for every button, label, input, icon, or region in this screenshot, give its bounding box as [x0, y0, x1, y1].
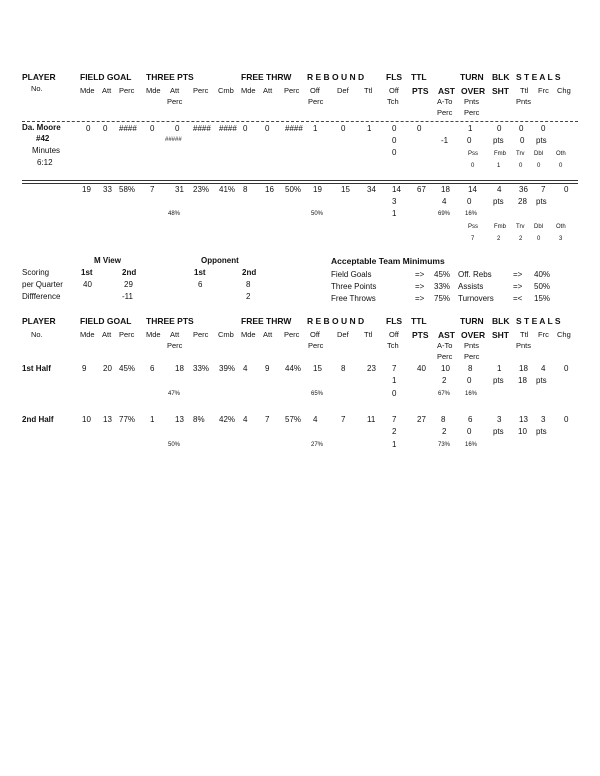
half-2-over-pnts: 0	[467, 427, 472, 436]
player-breakdown-label-4: Oth	[556, 151, 566, 157]
totals-cell-8: 16	[265, 185, 274, 194]
min-label-0: Field Goals	[331, 270, 372, 279]
sub-cmb: Cmb	[218, 86, 234, 95]
col-fls: FLS	[386, 72, 403, 82]
half-2-cell-12: 11	[367, 415, 376, 424]
col-field-goal-2: FIELD GOAL	[80, 316, 132, 326]
player-cell-13: 0	[392, 124, 397, 133]
player-fls-sub-2: 0	[392, 148, 397, 157]
player-breakdown-value-3: 0	[537, 163, 541, 169]
player-blk-pts-label: pts	[493, 136, 504, 145]
min-arrow2-1: =>	[513, 282, 523, 291]
sub-over-perc: Perc	[464, 108, 480, 117]
sub2-off-perc: Perc	[308, 341, 324, 350]
totals-cell-7: 8	[243, 185, 248, 194]
opponent-1st: 1st	[194, 268, 206, 277]
sub2-fg-mde: Mde	[80, 330, 95, 339]
player-cell-2: ####	[119, 124, 137, 133]
minutes-value: 6:12	[37, 158, 53, 167]
half-1-cell-11: 8	[341, 364, 346, 373]
sub-st-ttl: Ttl	[520, 86, 529, 95]
totals-cell-12: 34	[367, 185, 376, 194]
half-2-ast-perc: 73%	[438, 442, 451, 448]
player-cell-5: ####	[193, 124, 211, 133]
half-2-fls-sub-2: 1	[392, 440, 397, 449]
totals-fls-sub-1: 3	[392, 197, 397, 206]
minimums-title: Acceptable Team Minimums	[331, 256, 445, 266]
totals-fls-sub-2: 1	[392, 209, 397, 218]
sub2-ast-ato: A-To	[437, 341, 453, 350]
col-steals: S T E A L S	[516, 72, 561, 82]
half-1-blk-pts-label: pts	[493, 376, 504, 385]
col-turn: TURN	[460, 72, 484, 82]
player-breakdown-value-4: 0	[559, 163, 563, 169]
half-2-cell-10: 4	[313, 415, 318, 424]
player-cell-11: 0	[341, 124, 346, 133]
half-1-cell-1: 20	[103, 364, 112, 373]
totals-cell-15: 18	[441, 185, 450, 194]
m-view-2nd-score: 29	[124, 280, 133, 289]
sub2-ast: AST	[438, 330, 455, 340]
half-2-blk-pts-label: pts	[493, 427, 504, 436]
totals-cell-19: 7	[541, 185, 546, 194]
half-2-cell-7: 4	[243, 415, 248, 424]
half-1-cell-18: 18	[519, 364, 528, 373]
half-1-cell-14: 40	[417, 364, 426, 373]
sub-ft-mde: Mde	[241, 86, 256, 95]
player-breakdown-value-1: 1	[497, 163, 501, 169]
totals-cell-14: 67	[417, 185, 426, 194]
totals-cell-6: 41%	[219, 185, 236, 194]
minutes-label: Minutes	[32, 146, 61, 155]
totals-cell-13: 14	[392, 185, 401, 194]
half-1-cell-7: 4	[243, 364, 248, 373]
half-1-ast-ato: 2	[442, 376, 447, 385]
sub-chg: Chg	[557, 86, 571, 95]
sub2-ft-mde: Mde	[241, 330, 256, 339]
player-cell-4: 0	[175, 124, 180, 133]
min-label2-1: Assists	[458, 282, 484, 291]
sub-tp-perc: Perc	[193, 86, 209, 95]
totals-breakdown-value-3: 0	[537, 236, 541, 242]
player-cell-9: ####	[285, 124, 303, 133]
min-value-0: 45%	[434, 270, 451, 279]
player-cell-8: 0	[265, 124, 270, 133]
half-1-cell-9: 44%	[285, 364, 302, 373]
totals-st-pnts: 28	[518, 197, 527, 206]
totals-breakdown-label-0: Pss	[468, 224, 479, 230]
sub2-ft-att: Att	[263, 330, 273, 339]
totals-breakdown-label-1: Fmb	[494, 224, 506, 230]
sub2-def: Def	[337, 330, 349, 339]
player-cell-3: 0	[150, 124, 155, 133]
min-arrow2-0: =>	[513, 270, 523, 279]
sub2-frc: Frc	[538, 330, 549, 339]
sub2-over: OVER	[461, 330, 486, 340]
player-cell-14: 0	[417, 124, 422, 133]
sub-sht: SHT	[492, 86, 509, 96]
sub-fg-att: Att	[102, 86, 112, 95]
min-arrow-2: =>	[415, 294, 425, 303]
sub2-over-pnts: Pnts	[464, 341, 480, 350]
sub-ast-ato: A-To	[437, 97, 453, 106]
min-arrow2-2: =<	[513, 294, 523, 303]
col-field-goal: FIELD GOAL	[80, 72, 132, 82]
totals-over-perc: 16%	[465, 211, 478, 217]
sub2-pts: PTS	[412, 330, 429, 340]
difference-label: Diffference	[22, 292, 61, 301]
col-free-thrw-2: FREE THRW	[241, 316, 292, 326]
divider-totals-1	[22, 180, 578, 181]
totals-over-pnts: 0	[467, 197, 472, 206]
totals-off-perc: 50%	[311, 211, 324, 217]
sub-tp-att: Att	[170, 86, 180, 95]
half-2-st-pnts: 10	[518, 427, 527, 436]
sub2-cmb: Cmb	[218, 330, 234, 339]
divider-totals-2	[22, 183, 578, 184]
min-value-2: 75%	[434, 294, 451, 303]
sub-tp-att-perc: Perc	[167, 97, 183, 106]
sub2-tp-att-perc: Perc	[167, 341, 183, 350]
totals-ast-ato: 4	[442, 197, 447, 206]
half-1-off-perc: 65%	[311, 391, 324, 397]
player-cell-0: 0	[86, 124, 91, 133]
totals-cell-20: 0	[564, 185, 569, 194]
half-1-over-pnts: 0	[467, 376, 472, 385]
player-st-pts-label: pts	[536, 136, 547, 145]
player-cell-16: 0	[497, 124, 502, 133]
half-1-cell-6: 39%	[219, 364, 236, 373]
half-2-cell-3: 1	[150, 415, 155, 424]
player-tp-att-perc: #####	[165, 137, 182, 143]
half-2-off-perc: 27%	[311, 442, 324, 448]
col-three-pts-2: THREE PTS	[146, 316, 194, 326]
half-1-st-pts-label: pts	[536, 376, 547, 385]
player-breakdown-label-2: Trv	[516, 151, 525, 157]
half-2-cell-13: 7	[392, 415, 397, 424]
totals-breakdown-value-2: 2	[519, 236, 523, 242]
per-quarter-label: per Quarter	[22, 280, 63, 289]
m-view-title: M View	[94, 256, 121, 265]
half-1-fls-sub-1: 1	[392, 376, 397, 385]
sub-pts: PTS	[412, 86, 429, 96]
half-1-over-perc: 16%	[465, 391, 478, 397]
player-breakdown-value-2: 0	[519, 163, 523, 169]
half-1-cell-3: 6	[150, 364, 155, 373]
col-fls-2: FLS	[386, 316, 403, 326]
half-2-fls-sub-1: 2	[392, 427, 397, 436]
m-view-difference: -11	[122, 292, 133, 301]
half-2-cell-4: 13	[175, 415, 184, 424]
half-1-cell-0: 9	[82, 364, 87, 373]
sub2-reb-ttl: Ttl	[364, 330, 373, 339]
half-2-st-pts-label: pts	[536, 427, 547, 436]
col-three-pts: THREE PTS	[146, 72, 194, 82]
totals-blk-pts-label: pts	[493, 197, 504, 206]
col-blk: BLK	[492, 72, 510, 82]
col-blk-2: BLK	[492, 316, 510, 326]
half-2-cell-17: 3	[497, 415, 502, 424]
m-view-2nd: 2nd	[122, 268, 137, 277]
totals-breakdown-label-4: Oth	[556, 224, 566, 230]
half-1-cell-15: 10	[441, 364, 450, 373]
sub-fls-tch: Tch	[387, 97, 399, 106]
sub2-chg: Chg	[557, 330, 571, 339]
totals-breakdown-label-2: Trv	[516, 224, 525, 230]
half-1-cell-8: 9	[265, 364, 270, 373]
divider-top	[22, 121, 578, 122]
totals-cell-16: 14	[468, 185, 477, 194]
col-ttl-2: TTL	[411, 316, 427, 326]
min-arrow-0: =>	[415, 270, 425, 279]
totals-cell-3: 7	[150, 185, 155, 194]
player-cell-6: ####	[219, 124, 237, 133]
player-breakdown-label-0: Pss	[468, 151, 479, 157]
sub-frc: Frc	[538, 86, 549, 95]
col-turn-2: TURN	[460, 316, 484, 326]
half-2-cell-18: 13	[519, 415, 528, 424]
col-free-thrw: FREE THRW	[241, 72, 292, 82]
player-breakdown-value-0: 0	[471, 163, 475, 169]
sub-def: Def	[337, 86, 349, 95]
totals-breakdown-value-0: 7	[471, 236, 475, 242]
player-ast-ato: -1	[441, 136, 449, 145]
opponent-2nd: 2nd	[242, 268, 257, 277]
player-cell-17: 0	[519, 124, 524, 133]
player-cell-7: 0	[243, 124, 248, 133]
sub2-st-pnts: Pnts	[516, 341, 532, 350]
sub-off: Off	[310, 86, 320, 95]
min-value2-1: 50%	[534, 282, 551, 291]
half-1-cell-12: 23	[367, 364, 376, 373]
player-cell-1: 0	[103, 124, 108, 133]
half-1-cell-13: 7	[392, 364, 397, 373]
sub-off-perc: Perc	[308, 97, 324, 106]
half-1-ast-perc: 67%	[438, 391, 451, 397]
col-steals-2: S T E A L S	[516, 316, 561, 326]
half-1-cell-17: 1	[497, 364, 502, 373]
half-1-cell-2: 45%	[119, 364, 136, 373]
half-2-tp-att-perc: 50%	[168, 442, 181, 448]
sub-over: OVER	[461, 86, 486, 96]
half-2-cell-14: 27	[417, 415, 426, 424]
player-breakdown-label-1: Fmb	[494, 151, 506, 157]
min-label2-2: Turnovers	[458, 294, 494, 303]
sub2-fls-off: Off	[389, 330, 399, 339]
sub-ft-att: Att	[263, 86, 273, 95]
sub2-ft-perc: Perc	[284, 330, 300, 339]
half-2-cell-6: 42%	[219, 415, 236, 424]
sub2-sht: SHT	[492, 330, 509, 340]
col-player-2: PLAYER	[22, 316, 56, 326]
half-1-cell-10: 15	[313, 364, 322, 373]
sub-reb-ttl: Ttl	[364, 86, 373, 95]
col-rebound: R E B O U N D	[307, 72, 365, 82]
sub2-st-ttl: Ttl	[520, 330, 529, 339]
player-over-pnts: 0	[467, 136, 472, 145]
sub2-fg-perc: Perc	[119, 330, 135, 339]
sub-over-pnts: Pnts	[464, 97, 480, 106]
sub-tp-mde: Mde	[146, 86, 161, 95]
half-2-cell-16: 6	[468, 415, 473, 424]
min-value2-0: 40%	[534, 270, 551, 279]
totals-cell-11: 15	[341, 185, 350, 194]
sub-fls-off: Off	[389, 86, 399, 95]
totals-cell-18: 36	[519, 185, 528, 194]
half-label-2: 2nd Half	[22, 415, 54, 424]
sub-ast-perc: Perc	[437, 108, 453, 117]
half-2-cell-15: 8	[441, 415, 446, 424]
totals-tp-att-perc: 48%	[168, 211, 181, 217]
col-no-2: No.	[31, 330, 43, 339]
sub2-off: Off	[310, 330, 320, 339]
sub2-fls-tch: Tch	[387, 341, 399, 350]
half-1-cell-16: 8	[468, 364, 473, 373]
opponent-1st-score: 6	[198, 280, 203, 289]
opponent-2nd-score: 8	[246, 280, 251, 289]
sub2-tp-perc: Perc	[193, 330, 209, 339]
col-rebound-2: R E B O U N D	[307, 316, 365, 326]
half-2-cell-19: 3	[541, 415, 546, 424]
totals-st-pts-label: pts	[536, 197, 547, 206]
player-breakdown-label-3: Dbl	[534, 151, 544, 157]
half-2-cell-20: 0	[564, 415, 569, 424]
sub2-over-perc: Perc	[464, 352, 480, 361]
min-label-1: Three Points	[331, 282, 377, 291]
half-label-1: 1st Half	[22, 364, 51, 373]
player-st-pnts: 0	[520, 136, 525, 145]
opponent-title: Opponent	[201, 256, 239, 265]
player-fls-sub-1: 0	[392, 136, 397, 145]
opponent-difference: 2	[246, 292, 251, 301]
half-1-fls-sub-2: 0	[392, 389, 397, 398]
totals-breakdown-value-4: 3	[559, 236, 563, 242]
half-1-cell-4: 18	[175, 364, 184, 373]
sub-ft-perc: Perc	[284, 86, 300, 95]
half-1-cell-5: 33%	[193, 364, 210, 373]
player-name: Da. Moore	[22, 123, 61, 132]
half-2-cell-2: 77%	[119, 415, 136, 424]
sub2-fg-att: Att	[102, 330, 112, 339]
totals-ast-perc: 69%	[438, 211, 451, 217]
half-2-cell-8: 7	[265, 415, 270, 424]
min-value-1: 33%	[434, 282, 451, 291]
sub-fg-perc: Perc	[119, 86, 135, 95]
min-label-2: Free Throws	[331, 294, 376, 303]
player-cell-18: 0	[541, 124, 546, 133]
totals-cell-1: 33	[103, 185, 112, 194]
totals-cell-2: 58%	[119, 185, 136, 194]
sub2-ast-perc: Perc	[437, 352, 453, 361]
half-1-st-pnts: 18	[518, 376, 527, 385]
sub-ast: AST	[438, 86, 455, 96]
totals-cell-9: 50%	[285, 185, 302, 194]
player-number: #42	[36, 134, 50, 143]
half-2-cell-0: 10	[82, 415, 91, 424]
sub2-tp-att: Att	[170, 330, 180, 339]
half-2-over-perc: 16%	[465, 442, 478, 448]
scoring-label: Scoring	[22, 268, 50, 277]
min-value2-2: 15%	[534, 294, 551, 303]
totals-cell-17: 4	[497, 185, 502, 194]
totals-cell-4: 31	[175, 185, 184, 194]
min-label2-0: Off. Rebs	[458, 270, 492, 279]
m-view-1st-score: 40	[83, 280, 92, 289]
half-2-cell-11: 7	[341, 415, 346, 424]
m-view-1st: 1st	[81, 268, 93, 277]
half-2-cell-1: 13	[103, 415, 112, 424]
half-1-cell-20: 0	[564, 364, 569, 373]
player-cell-10: 1	[313, 124, 318, 133]
half-1-tp-att-perc: 47%	[168, 391, 181, 397]
half-1-cell-19: 4	[541, 364, 546, 373]
sub2-tp-mde: Mde	[146, 330, 161, 339]
col-no: No.	[31, 84, 43, 93]
col-player: PLAYER	[22, 72, 56, 82]
half-2-ast-ato: 2	[442, 427, 447, 436]
totals-cell-0: 19	[82, 185, 91, 194]
sub-fg-mde: Mde	[80, 86, 95, 95]
half-2-cell-9: 57%	[285, 415, 302, 424]
col-ttl: TTL	[411, 72, 427, 82]
player-cell-15: 1	[468, 124, 473, 133]
totals-cell-5: 23%	[193, 185, 210, 194]
totals-cell-10: 19	[313, 185, 322, 194]
half-2-cell-5: 8%	[193, 415, 205, 424]
totals-breakdown-label-3: Dbl	[534, 224, 544, 230]
player-cell-12: 1	[367, 124, 372, 133]
min-arrow-1: =>	[415, 282, 425, 291]
totals-breakdown-value-1: 2	[497, 236, 501, 242]
sub-st-pnts: Pnts	[516, 97, 532, 106]
